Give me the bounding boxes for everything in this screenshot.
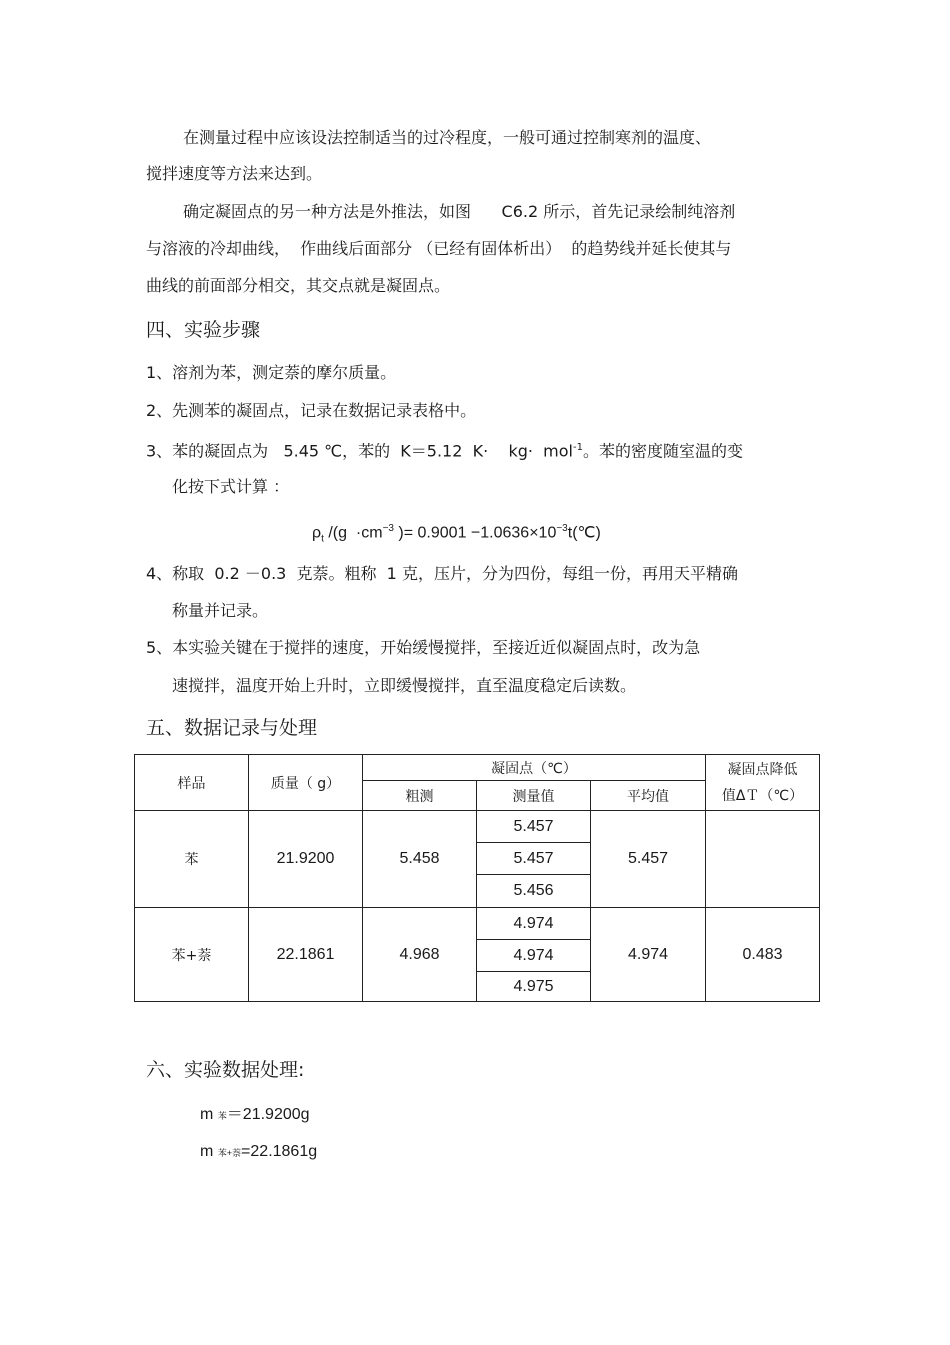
cell-average: 5.457 xyxy=(591,811,706,908)
header-rough: 粗测 xyxy=(363,781,477,811)
paragraph-line: 在测量过程中应该设法控制适当的过冷程度，一般可通过控制寒剂的温度、 xyxy=(183,128,712,147)
cell-average: 4.974 xyxy=(591,908,706,1002)
mass-value: =22.1861g xyxy=(241,1143,318,1160)
formula-rho-subscript: t xyxy=(321,533,324,545)
step-3-continuation: 化按下式计算 ： xyxy=(172,477,290,496)
mass-subscript: 苯+萘 xyxy=(217,1148,242,1158)
header-measured: 测量值 xyxy=(477,781,591,811)
step-1: 1、溶剂为苯，测定萘的摩尔质量。 xyxy=(146,363,397,382)
cell-mass: 21.9200 xyxy=(249,811,363,908)
cell-rough: 4.968 xyxy=(363,908,477,1002)
header-depression-line2: 值ΔＴ（℃） xyxy=(721,787,804,804)
formula-expression: )= 0.9001 −1.0636×10 xyxy=(393,524,557,542)
mass-symbol: m xyxy=(200,1106,218,1123)
mass-benzene xyxy=(200,1105,310,1126)
formula-end: t(℃) xyxy=(567,524,601,542)
step-2: 2、先测苯的凝固点，记录在数据记录表格中。 xyxy=(146,401,477,420)
mass-subscript: 苯 xyxy=(217,1111,227,1121)
paragraph-line: 与溶液的冷却曲线， 作曲线后面部分 （已经有固体析出） 的趋势线并延长使其与 xyxy=(146,239,732,258)
section-heading-steps: 四、实验步骤 xyxy=(146,319,261,341)
cell-measured: 5.457 xyxy=(477,811,591,843)
formula-rho: ρ xyxy=(312,524,322,542)
cell-measured: 5.457 xyxy=(477,843,591,875)
cell-measured: 4.974 xyxy=(477,940,591,972)
cell-rough: 5.458 xyxy=(363,811,477,908)
section-heading-processing: 六、实验数据处理: xyxy=(146,1059,305,1081)
cell-depression: 0.483 xyxy=(706,908,820,1002)
cell-mass: 22.1861 xyxy=(249,908,363,1002)
header-freezing-point: 凝固点（℃） xyxy=(363,755,706,781)
cell-sample: 苯+萘 xyxy=(135,908,249,1002)
header-depression xyxy=(706,755,820,811)
formula-exponent-1: −3 xyxy=(382,523,394,534)
paragraph-line: 确定凝固点的另一种方法是外推法，如图 C6.2 所示，首先记录绘制纯溶剂 xyxy=(183,202,736,221)
formula-units: /(g ·cm xyxy=(323,524,383,542)
mass-benzene-naphthalene xyxy=(200,1142,317,1163)
step-3-exponent: -1 xyxy=(573,442,583,453)
step-4: 4、称取 0.2 －0.3 克萘。粗称 1 克，压片，分为四份，每组一份，再用天平精确 xyxy=(146,564,738,583)
table-row xyxy=(135,908,820,940)
step-3-tail: 。苯的密度随室温的变 xyxy=(583,441,744,461)
mass-symbol: m xyxy=(200,1143,218,1160)
paragraph-line: 搅拌速度等方法来达到。 xyxy=(146,164,323,183)
step-3 xyxy=(146,438,743,461)
formula-exponent-2: −3 xyxy=(556,523,568,534)
cell-measured: 5.456 xyxy=(477,875,591,908)
mass-value: ＝21.9200g xyxy=(226,1106,310,1123)
cell-measured: 4.974 xyxy=(477,908,591,940)
table-header-row xyxy=(135,755,820,781)
header-average: 平均值 xyxy=(591,781,706,811)
paragraph-line: 曲线的前面部分相交，其交点就是凝固点。 xyxy=(146,276,451,295)
cell-sample: 苯 xyxy=(135,811,249,908)
step-4-continuation: 称量并记录。 xyxy=(172,601,269,620)
table-row xyxy=(135,811,820,843)
header-depression-line1: 凝固点降低 xyxy=(727,761,798,778)
header-sample: 样品 xyxy=(135,755,249,811)
density-formula xyxy=(312,519,601,550)
step-5: 5、本实验关键在于搅拌的速度，开始缓慢搅拌，至接近近似凝固点时，改为急 xyxy=(146,638,701,657)
step-5-continuation: 速搅拌，温度开始上升时，立即缓慢搅拌，直至温度稳定后读数。 xyxy=(172,676,637,695)
data-table xyxy=(134,754,820,1002)
header-mass: 质量（ g） xyxy=(249,755,363,811)
cell-depression xyxy=(706,811,820,908)
cell-measured: 4.975 xyxy=(477,972,591,1002)
section-heading-data: 五、数据记录与处理 xyxy=(146,717,318,739)
step-3-text: 3、苯的凝固点为 5.45 ℃，苯的 K＝5.12 K· kg· mol xyxy=(146,441,574,461)
